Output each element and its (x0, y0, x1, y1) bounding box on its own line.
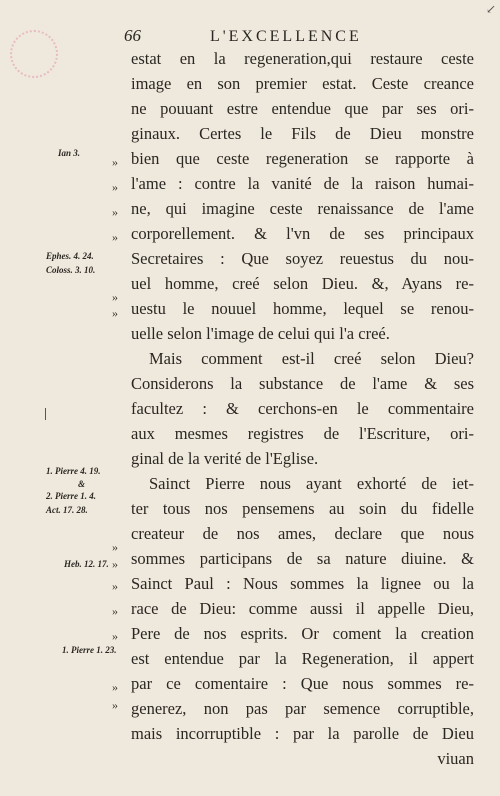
text-line: mais incorruptible : par la parolle de Dieu (131, 724, 474, 743)
margin-note: 2. Pierre 1. 4. (46, 491, 96, 501)
page-number: 66 (124, 26, 141, 45)
quote-mark: » (112, 180, 118, 194)
text-line: uelle selon l'image de celui qui l'a creé. (131, 324, 390, 343)
text-line: generez, non pas par semence corruptible, (131, 699, 474, 718)
quote-mark: » (112, 557, 118, 571)
text-line: Pere de nos esprits. Or coment la creation (131, 624, 474, 643)
margin-note: & (78, 479, 86, 489)
text-line: estat en la regeneration,qui restaure ceste (131, 49, 474, 68)
text-line: Considerons la substance de l'ame & ses (131, 374, 474, 393)
text-line: sommes participans de sa nature diuine. & (131, 549, 474, 568)
text-line: aux mesmes registres de l'Escriture, ori- (131, 424, 474, 443)
text-line: createur de nos ames, declare que nous (131, 524, 474, 543)
text-line: Secretaires : Que soyez reuestus du nou- (131, 249, 474, 268)
text-line: image en son premier estat. Ceste creance (131, 74, 474, 93)
quote-mark: » (112, 698, 118, 712)
margin-note: Act. 17. 28. (46, 505, 88, 515)
quote-mark: » (112, 230, 118, 244)
text-line: uestu le nouuel homme, lequel se renou- (131, 299, 474, 318)
text-line: l'ame : contre la vanité de la raison humai- (131, 174, 474, 193)
margin-tick (45, 408, 50, 420)
margin-note: Ian 3. (58, 148, 81, 158)
text-line: Sainct Pierre nous ayant exhorté de iet- (149, 474, 474, 493)
quote-mark: » (112, 579, 118, 593)
margin-note: 1. Pierre 1. 23. (62, 645, 117, 655)
text-line: ne pouuant estre entendue que par ses ori- (131, 99, 474, 118)
text-line: race de Dieu: comme aussi il appelle Dieu, (131, 599, 474, 618)
margin-note: Ephes. 4. 24. (46, 251, 94, 261)
text-line: ter tous nos pensemens au soin du fidelle (131, 499, 474, 518)
quote-mark: » (112, 629, 118, 643)
text-line: ginal de la verité de l'Eglise. (131, 449, 319, 468)
quote-mark: » (112, 205, 118, 219)
text-line: ginaux. Certes le Fils de Dieu monstre (131, 124, 474, 143)
catchword: viuan (437, 749, 474, 768)
text-line: corporellement. & l'vn de ses principaux (131, 224, 474, 243)
text-line: est entendue par la Regeneration, il appert (131, 649, 474, 668)
quote-mark: » (112, 290, 118, 304)
quote-mark: » (112, 306, 118, 320)
quote-mark: » (112, 155, 118, 169)
text-line: bien que ceste regeneration se rapporte à (131, 149, 474, 168)
margin-note: 1. Pierre 4. 19. (46, 466, 101, 476)
text-line: Sainct Paul : Nous sommes la lignee ou la (131, 574, 474, 593)
margin-note: Heb. 12. 17. (64, 559, 109, 569)
text-line: facultez : & cerchons-en le commentaire (131, 399, 474, 418)
running-title: L'EXCELLENCE (210, 28, 362, 45)
text-line: par ce comentaire : Que nous sommes re- (131, 674, 474, 693)
quote-mark: » (112, 680, 118, 694)
text-line: ne, qui imagine ceste renaissance de l'ame (131, 199, 474, 218)
corner-mark: ↙ (486, 2, 497, 16)
quote-mark: » (112, 604, 118, 618)
margin-note: Coloss. 3. 10. (46, 265, 96, 275)
text-line: uel homme, creé selon Dieu. &, Ayans re- (131, 274, 474, 293)
text-line: Mais comment est-il creé selon Dieu? (149, 349, 474, 368)
quote-mark: » (112, 540, 118, 554)
